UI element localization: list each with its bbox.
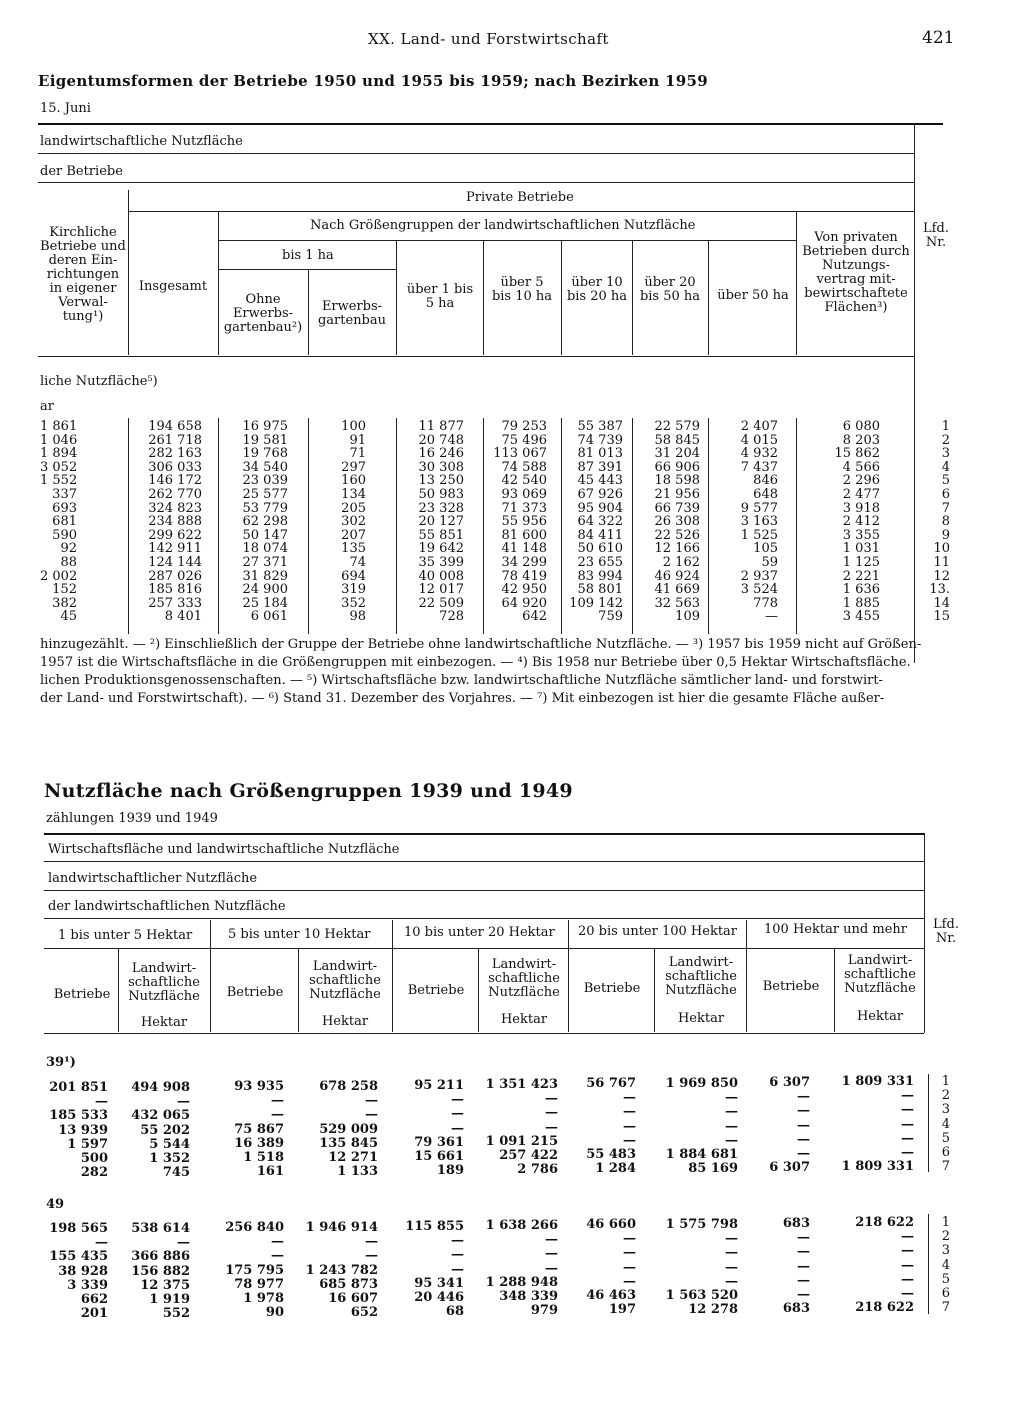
running-title: XX. Land- und Forstwirtschaft bbox=[368, 30, 609, 48]
footnote-line: 1957 ist die Wirtschaftsfläche in die Größengruppen mit einbezogen. — ⁴) Bis 1958 nur Betriebe über 0,5 Hektar Wirtschaftsfläche. bbox=[40, 655, 911, 670]
col-divider bbox=[568, 920, 569, 1032]
sub-lnf: Landwirt-schaftliche Nutzfläche bbox=[309, 959, 381, 1002]
t2b2-col-lnf-100: 218 622 — — — — — 218 622 bbox=[855, 1215, 914, 1316]
h-groessengruppen: Nach Größengruppen der landwirtschaftlichen Nutzfläche bbox=[310, 218, 696, 233]
sub-betriebe: Betriebe bbox=[762, 979, 820, 994]
col-divider bbox=[128, 418, 129, 634]
t2b2-col-betriebe-10-20: 115 855 — — — 95 341 20 446 68 bbox=[405, 1219, 464, 1320]
h-private-betriebe: Private Betriebe bbox=[466, 190, 574, 205]
col-divider bbox=[632, 240, 633, 355]
t2b2-col-betriebe-20-100: 46 660 — — — — 46 463 197 bbox=[586, 1217, 636, 1318]
col-divider bbox=[396, 240, 397, 355]
sub-betriebe: Betriebe bbox=[407, 983, 465, 998]
col-divider bbox=[483, 418, 484, 634]
t2b1-col-betriebe-10-20: 95 211 — — — 79 361 15 661 189 bbox=[414, 1078, 464, 1179]
table2-top-rule bbox=[44, 833, 924, 835]
t2b2-col-lnf-1-5: 538 614 — 366 886 156 882 12 375 1 919 552 bbox=[131, 1221, 190, 1322]
table2-title: Nutzfläche nach Größengruppen 1939 und 1949 bbox=[44, 780, 573, 802]
t2b2-col-lnf-20-100: 1 575 798 — — — — 1 563 520 12 278 bbox=[665, 1217, 738, 1318]
h-kirchliche: Kirchliche Betriebe und deren Ein-richtungen in eigener Verwal-tung¹) bbox=[40, 225, 126, 324]
rule bbox=[38, 153, 914, 154]
sub-hektar: Hektar bbox=[140, 1015, 188, 1030]
col-divider bbox=[561, 418, 562, 634]
footnote-line: lichen Produktionsgenossenschaften. — ⁵) Wirtschaftsfläche bzw. landwirtschaftliche Nutzfläche sämtlicher land- und forstwirt- bbox=[40, 673, 883, 688]
col-divider bbox=[483, 240, 484, 355]
col-divider bbox=[746, 920, 747, 1032]
t1-col-erwerbs: 100 91 71 297 160 134 205 302 207 135 74 694 319 352 98 bbox=[341, 419, 366, 625]
footnote-line: der Land- und Forstwirtschaft). — ⁶) Stand 31. Dezember des Vorjahres. — ⁷) Mit einbezogen ist hier die gesamte Fläche außer- bbox=[40, 691, 885, 706]
group-10-20: 10 bis unter 20 Hektar bbox=[404, 925, 555, 940]
t1-col-10-20: 55 387 74 739 81 013 87 391 45 443 67 926 95 904 64 322 84 411 50 610 23 655 83 994 58 801 109 142 759 bbox=[569, 419, 623, 625]
t2b1-col-lnf-5-10: 678 258 — — 529 009 135 845 12 271 1 133 bbox=[319, 1079, 378, 1180]
col-divider bbox=[834, 948, 835, 1032]
footnote-line: hinzugezählt. — ²) Einschließlich der Gruppe der Betriebe ohne landwirtschaftliche Nutzfläche. — ³) 1957 bis 1959 nicht auf Größen- bbox=[40, 637, 922, 652]
sub-hektar: Hektar bbox=[321, 1014, 369, 1029]
rule bbox=[44, 890, 924, 891]
sub-hektar: Hektar bbox=[856, 1009, 904, 1024]
col-divider bbox=[308, 418, 309, 634]
table2-band1: Wirtschaftsfläche und landwirtschaftliche Nutzfläche bbox=[48, 842, 400, 857]
t1-col-20-50: 22 579 58 845 31 204 66 906 18 598 21 956 66 739 26 308 22 526 12 166 2 162 46 924 41 669 32 563 109 bbox=[654, 419, 700, 625]
table1-band2: der Betriebe bbox=[40, 164, 123, 179]
table2-band3: der landwirtschaftlichen Nutzfläche bbox=[48, 899, 286, 914]
col-divider bbox=[118, 948, 119, 1032]
h-erwerbsgartenbau: Erwerbs-gartenbau bbox=[317, 299, 387, 328]
col-divider bbox=[396, 418, 397, 634]
group-100-plus: 100 Hektar und mehr bbox=[764, 922, 907, 937]
col-divider bbox=[654, 948, 655, 1032]
unit-label: ar bbox=[40, 399, 54, 414]
h-ueber-50: über 50 ha bbox=[717, 288, 789, 303]
t1-col-insgesamt: 194 658 261 718 282 163 306 033 146 172 262 770 324 823 234 888 299 622 142 911 124 144 287 026 185 816 257 333 8 401 bbox=[148, 419, 202, 625]
h-ueber-1-bis-5: über 1 bis 5 ha bbox=[406, 282, 474, 311]
group-1-5: 1 bis unter 5 Hektar bbox=[58, 928, 193, 943]
t2b1-col-lfd: 1 2 3 4 5 6 7 bbox=[941, 1074, 950, 1175]
t2b1-col-betriebe-1-5: 201 851 — 185 533 13 939 1 597 500 282 bbox=[49, 1080, 108, 1181]
col-divider bbox=[298, 948, 299, 1032]
t1-col-kirchliche: 1 861 1 046 1 894 3 052 1 552 337 693 681 590 92 88 2 002 152 382 45 bbox=[40, 419, 78, 625]
t2b1-col-betriebe-100: 6 307 — — — — — 6 307 bbox=[769, 1075, 810, 1176]
lfd-divider bbox=[914, 123, 915, 663]
rule bbox=[38, 356, 914, 357]
col-divider bbox=[210, 920, 211, 1032]
h-lfd-nr: Lfd. Nr. bbox=[923, 221, 949, 250]
col-divider bbox=[128, 190, 129, 355]
h-ueber-20-bis-50: über 20 bis 50 ha bbox=[639, 275, 701, 304]
rule bbox=[44, 948, 924, 949]
col-divider bbox=[308, 269, 309, 355]
col-divider bbox=[708, 240, 709, 355]
t2-h-lfd-nr: Lfd. Nr. bbox=[933, 917, 959, 946]
lfd-divider bbox=[924, 833, 925, 1033]
table2-subtitle: zählungen 1939 und 1949 bbox=[46, 811, 218, 826]
group-5-10: 5 bis unter 10 Hektar bbox=[228, 927, 371, 942]
t2b2-col-lnf-5-10: 1 946 914 — — 1 243 782 685 873 16 607 652 bbox=[305, 1220, 378, 1321]
year-label-1949: 49 bbox=[46, 1197, 65, 1212]
t1-col-1-5: 11 877 20 748 16 246 30 308 13 250 50 983 23 328 20 127 55 851 19 642 35 399 40 008 12 017 22 509 728 bbox=[418, 419, 464, 625]
t1-col-50: 2 407 4 015 4 932 7 437 846 648 9 577 3 163 1 525 105 59 2 937 3 524 778 — bbox=[740, 419, 778, 625]
h-nutzungsvertrag: Von privaten Betrieben durch Nutzungs-vertrag mit-bewirtschaftete Flächen³) bbox=[802, 230, 910, 315]
col-divider bbox=[708, 418, 709, 634]
t2b2-col-lfd: 1 2 3 4 5 6 7 bbox=[941, 1215, 950, 1316]
col-divider bbox=[392, 920, 393, 1032]
t2b1-col-lnf-100: 1 809 331 — — — — — 1 809 331 bbox=[841, 1074, 914, 1175]
rule bbox=[44, 918, 924, 919]
lfd-divider bbox=[928, 1074, 929, 1172]
t2b1-col-betriebe-20-100: 56 767 — — — — 55 483 1 284 bbox=[586, 1076, 636, 1177]
t2b1-col-lnf-1-5: 494 908 — 432 065 55 202 5 544 1 352 745 bbox=[131, 1080, 190, 1181]
sub-hektar: Hektar bbox=[500, 1012, 548, 1027]
rule bbox=[44, 1033, 924, 1034]
sub-lnf: Landwirt-schaftliche Nutzfläche bbox=[844, 953, 916, 996]
rule bbox=[218, 269, 396, 270]
t1-col-5-10: 79 253 75 496 113 067 74 588 42 540 93 069 71 373 55 956 81 600 41 148 34 299 78 419 42 950 64 920 642 bbox=[493, 419, 547, 625]
h-ueber-10-bis-20: über 10 bis 20 ha bbox=[566, 275, 628, 304]
t1-col-lfd: 1 2 3 4 5 6 7 8 9 10 11 12 13. 14 15 bbox=[929, 419, 950, 625]
col-divider bbox=[561, 240, 562, 355]
t2b1-col-lnf-10-20: 1 351 423 — — — 1 091 215 257 422 2 786 bbox=[485, 1077, 558, 1178]
t1-col-nutzungsvertrag: 6 080 8 203 15 862 4 566 2 296 2 477 3 918 2 412 3 355 1 031 1 125 2 221 1 636 1 885 3 455 bbox=[834, 419, 880, 625]
h-insgesamt: Insgesamt bbox=[138, 279, 208, 294]
t2b2-col-betriebe-100: 683 — — — — — 683 bbox=[782, 1216, 810, 1317]
sub-betriebe: Betriebe bbox=[53, 987, 111, 1002]
col-divider bbox=[218, 418, 219, 634]
t2b2-col-betriebe-1-5: 198 565 — 155 435 38 928 3 339 662 201 bbox=[49, 1221, 108, 1322]
rule bbox=[218, 240, 796, 241]
sub-betriebe: Betriebe bbox=[583, 981, 641, 996]
group-20-100: 20 bis unter 100 Hektar bbox=[578, 924, 738, 939]
h-ueber-5-bis-10: über 5 bis 10 ha bbox=[491, 275, 553, 304]
table1-title: Eigentumsformen der Betriebe 1950 und 1955 bis 1959; nach Bezirken 1959 bbox=[38, 72, 708, 90]
t2b1-col-lnf-20-100: 1 969 850 — — — — 1 884 681 85 169 bbox=[665, 1076, 738, 1177]
t2b2-col-lnf-10-20: 1 638 266 — — — 1 288 948 348 339 979 bbox=[485, 1218, 558, 1319]
table1-date: 15. Juni bbox=[40, 101, 91, 116]
page-number: 421 bbox=[922, 28, 955, 48]
lfd-divider bbox=[928, 1214, 929, 1314]
sub-lnf: Landwirt-schaftliche Nutzfläche bbox=[488, 957, 560, 1000]
col-divider bbox=[632, 418, 633, 634]
col-divider bbox=[796, 211, 797, 355]
sub-lnf: Landwirt-schaftliche Nutzfläche bbox=[665, 955, 737, 998]
sub-betriebe: Betriebe bbox=[226, 985, 284, 1000]
col-divider bbox=[478, 948, 479, 1032]
sub-hektar: Hektar bbox=[677, 1011, 725, 1026]
year-label-1939: 39¹) bbox=[46, 1055, 76, 1070]
sub-lnf: Landwirt-schaftliche Nutzfläche bbox=[128, 961, 200, 1004]
h-ohne-erwerbsgartenbau: Ohne Erwerbs-gartenbau²) bbox=[223, 292, 303, 335]
table2-band2: landwirtschaftlicher Nutzfläche bbox=[48, 871, 258, 886]
rule bbox=[38, 182, 914, 183]
col-divider bbox=[796, 418, 797, 634]
h-bis-1-ha: bis 1 ha bbox=[282, 248, 334, 263]
section-label: liche Nutzfläche⁵) bbox=[40, 374, 158, 389]
t2b1-col-betriebe-5-10: 93 935 — — 75 867 16 389 1 518 161 bbox=[234, 1079, 284, 1180]
t1-col-ohne: 16 975 19 581 19 768 34 540 23 039 25 577 53 779 62 298 50 147 18 074 27 371 31 829 24 900 25 184 6 061 bbox=[242, 419, 288, 625]
rule bbox=[44, 861, 924, 862]
t2b2-col-betriebe-5-10: 256 840 — — 175 795 78 977 1 978 90 bbox=[225, 1220, 284, 1321]
table1-top-rule bbox=[38, 123, 943, 125]
table1-band1: landwirtschaftliche Nutzfläche bbox=[40, 134, 243, 149]
col-divider bbox=[218, 211, 219, 355]
